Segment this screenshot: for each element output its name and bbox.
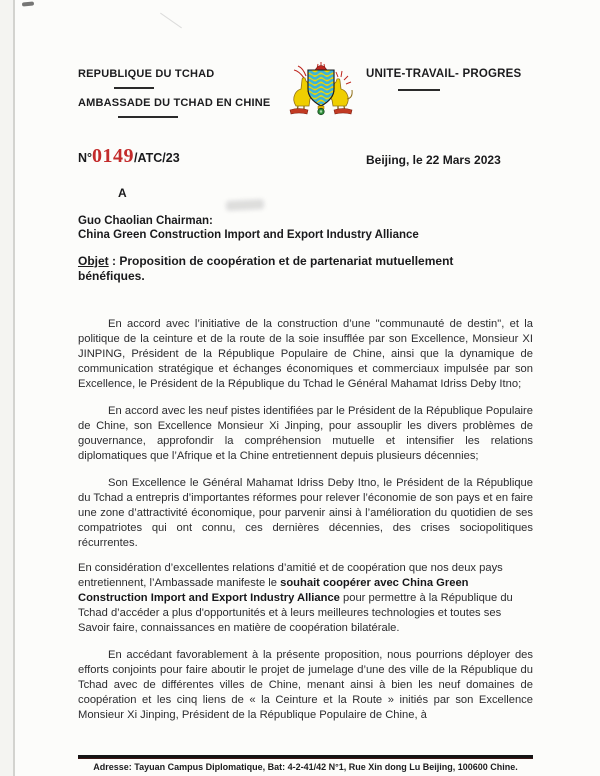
- separator-rule: [398, 89, 440, 91]
- corner-smudge: [22, 1, 34, 6]
- paper-crease: [160, 13, 182, 29]
- footer: [78, 755, 533, 772]
- separator-rule: [118, 116, 178, 118]
- paragraph-cooperation-wish: [78, 561, 533, 636]
- letter-content: [78, 68, 533, 723]
- dateline: Beijing, le 22 Mars 2023: [366, 153, 501, 167]
- cooperation-text-post: pour permettre à la République du Tchad d’accéder a plus d'opportunités et à leurs meilleures technologies et toutes ses Savoir faire, connaissances en matière de coopération bilatérale.: [78, 592, 513, 634]
- footer-rule: [78, 755, 533, 759]
- recipient-organization: China Green Construction Import and Export Industry Alliance: [78, 229, 419, 241]
- motto: UNITE-TRAVAIL- PROGRES: [366, 68, 522, 80]
- letterhead: [78, 68, 533, 130]
- paragraph-nine-tracks: En accord avec les neuf pistes identifiées par le Président de la République Populaire de Chine, son Excellence Monsieur Xi Jinping, pour assouplir les divers problèmes de gouvernance, approfondir la compréhension mutuelle et intensifier les relations diplomatiques que l’Afrique et la Chine entretiennent depuis plusieurs décennies;: [78, 405, 533, 462]
- cooperation-bold-text: souhait coopérer avec China Green Construction Import and Export Industry Alliance: [78, 577, 469, 604]
- embassy-title: AMBASSADE DU TCHAD EN CHINE: [78, 97, 271, 109]
- subject-label: Objet: [78, 254, 109, 268]
- subject-text: Proposition de coopération et de partenariat mutuellement bénéfiques.: [78, 254, 454, 283]
- recipient-block: [78, 214, 533, 242]
- paragraph-twinning-project: En accédant favorablement à la présente proposition, nous pourrions déployer des efforts conjoints pour faire aboutir le projet de jumelage d’une des ville de la République du Tchad avec de différentes villes de Chine, menant ainsi à bien les neuf domaines de coopération et les cinq liens de « la Ceinture et la Route » initiés par son Excellence Monsieur Xi Jinping, Président de la République Populaire de Chine, à: [78, 649, 533, 721]
- letterhead-right: [366, 68, 533, 91]
- reference-number: [78, 145, 180, 168]
- footer-address: Adresse: Tayuan Campus Diplomatique, Bat: 4-2-41/42 N°1, Rue Xin dong Lu Beijing, 100600 Chine.: [93, 762, 518, 772]
- ref-prefix: N°: [78, 151, 93, 165]
- paragraph-belt-road-initiative: En accord avec l’initiative de la construction d’une "communauté de destin", et la politique de la ceinture et de la route de la soie insufflée par son Excellence, Monsieur XI JINPING, Président de la République Populaire de Chine, ainsi que la dynamique de communication stratégique et échanges économiques et commerciaux impulsée par son Excellence, le Président de la République du Tchad le Général Mahamat Idriss Deby Itno;: [78, 318, 533, 390]
- ref-suffix: /ATC/23: [134, 151, 180, 165]
- subject-line: [78, 254, 502, 284]
- scan-edge-shadow: [13, 0, 15, 776]
- cooperation-text-pre: En considération d’excellentes relations d’amitié et de coopération que nos deux pays entretiennent, l’Ambassade manifeste le: [78, 562, 503, 589]
- scan-left-strip: [0, 0, 13, 776]
- ref-number-red: 0149: [92, 145, 135, 167]
- republic-title: REPUBLIQUE DU TCHAD: [78, 68, 215, 80]
- recipient-name: Guo Chaolian Chairman:: [78, 215, 213, 227]
- recipient-salutation: A: [118, 186, 127, 200]
- letterhead-left: [78, 68, 288, 118]
- separator-rule: [114, 87, 154, 89]
- subject-separator: :: [108, 254, 120, 268]
- paragraph-reforms: Son Excellence le Général Mahamat Idriss Deby Itno, le Président de la République du Tchad a entrepris d’importantes réformes pour relever l’économie de son pays et en faire une zone d’attractivité économique, pour parvenir ainsi à l’amélioration du quotidien de ses compatriotes qui ont connu, ces dernières décennies, des crises sociopolitiques récurrentes.: [78, 477, 533, 549]
- reference-row: [78, 144, 533, 170]
- chad-coat-of-arms-icon: [284, 61, 358, 117]
